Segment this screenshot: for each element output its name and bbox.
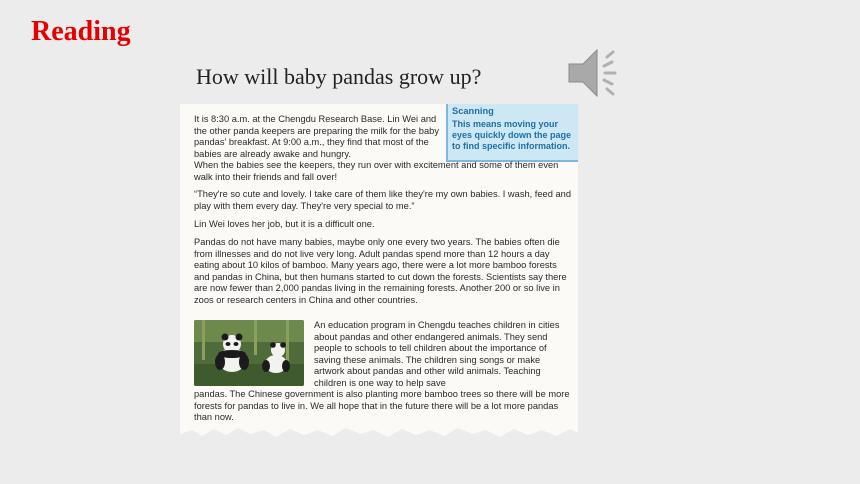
speaker-icon[interactable] [563, 44, 623, 102]
slide-question: How will baby pandas grow up? [196, 64, 482, 89]
article-paragraph-2: “They're so cute and lovely. I take care of them like they're my own babies. I wash, feed and play with them every day. They're very special to me.” [194, 189, 571, 211]
textbook-page [180, 104, 578, 442]
panda-photo [194, 320, 304, 386]
torn-page-edge [180, 424, 578, 442]
slide-heading: Reading [31, 16, 131, 47]
article-paragraph-5-end: pandas. The Chinese government is also planting more bamboo trees so there will be more forests for pandas to live in. We all hope that in the future there will be a lot more pandas than now. [194, 389, 570, 423]
scanning-tip-title: Scanning [452, 106, 494, 116]
article-paragraph-3: Lin Wei loves her job, but it is a difficult one. [194, 219, 375, 229]
article-paragraph-1-continued: When the babies see the keepers, they run over with excitement and some of them even walk into their friends and fall over! [194, 160, 559, 182]
scanning-tip-box [446, 104, 578, 162]
article-paragraph-5-side: An education program in Chengdu teaches children in cities about pandas and other endangered animals. They send people to schools to tell children about the importance of saving these animals. The children sing songs or make artwork about pandas and other wild animals. Teaching children is one way to help save [314, 320, 560, 388]
scanning-tip-text: This means moving your eyes quickly down the page to find specific information. [452, 119, 572, 151]
article-paragraph-1: It is 8:30 a.m. at the Chengdu Research Base. Lin Wei and the other panda keepers are preparing the milk for the baby pandas' breakfast. At 9:00 a.m., they find that most of the babies are already awake and hungry. [194, 114, 439, 159]
article-paragraph-4: Pandas do not have many babies, maybe only one every two years. The babies often die from illnesses and do not live very long. Adult pandas spend more than 12 hours a day eating about 10 kilos of bamboo. Many years ago, there were a lot more bamboo forests and pandas in China, but then humans started to cut down the forests. Scientists say there are now fewer than 2,000 pandas living in the remaining forests. Another 200 or so live in zoos or research centers in China and other countries. [194, 237, 567, 305]
